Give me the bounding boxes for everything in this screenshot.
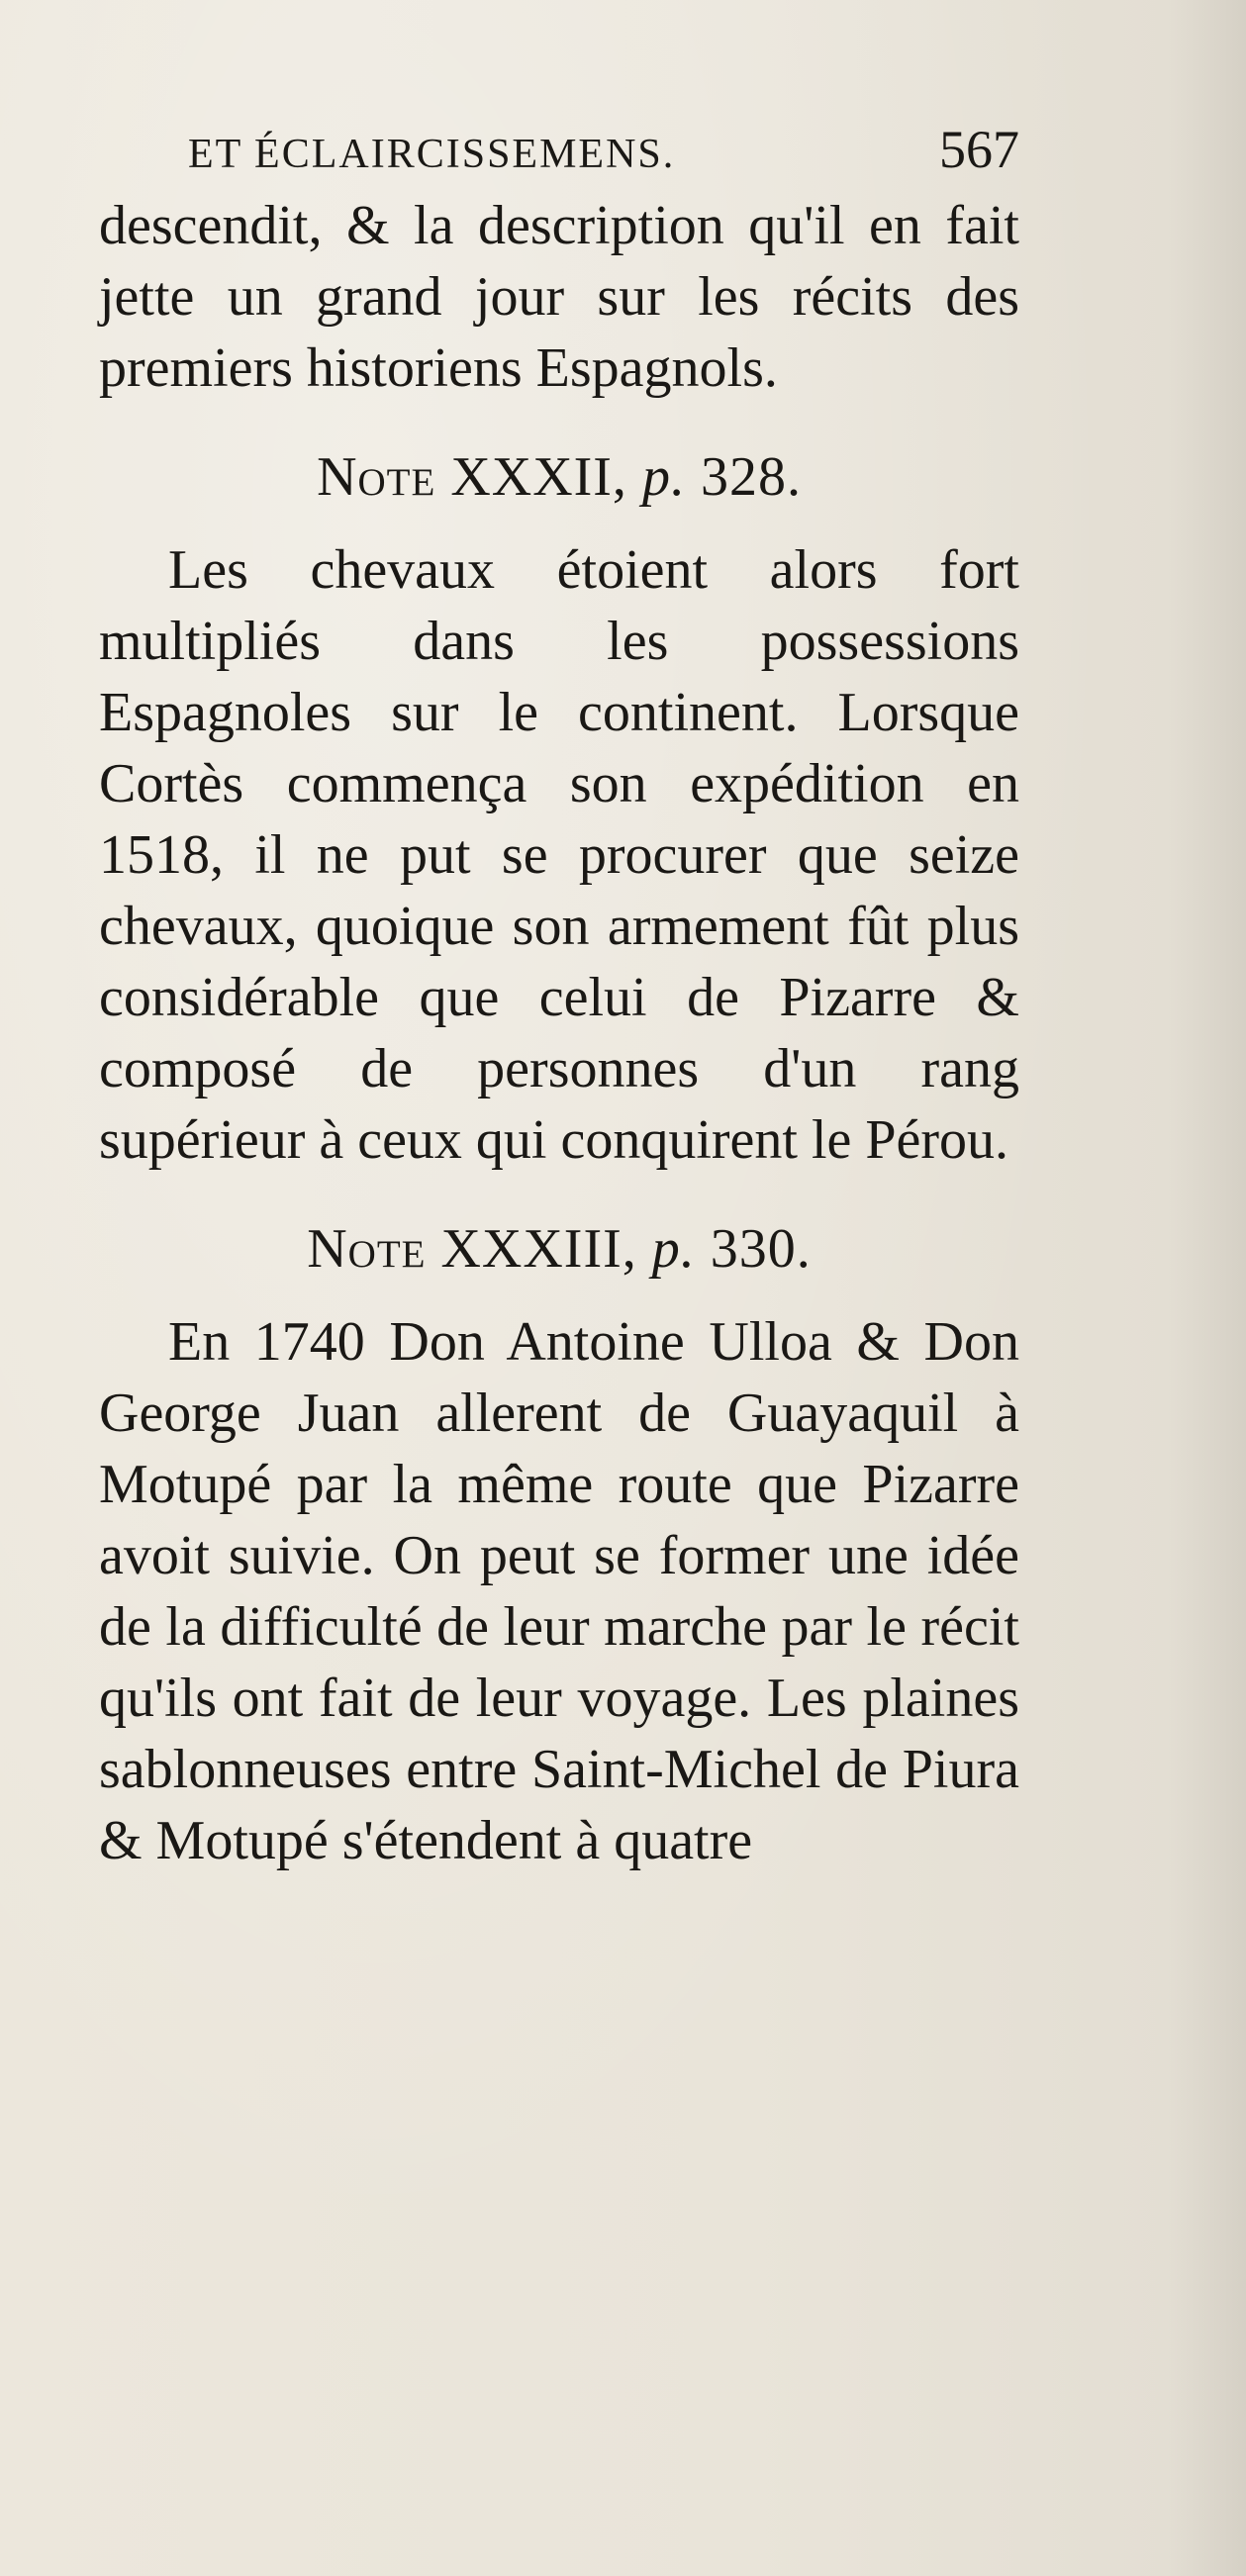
note-heading-label: Note XXXII, — [317, 446, 627, 508]
running-head-title: ET ÉCLAIRCISSEMENS. — [188, 132, 676, 177]
page-number: 567 — [939, 120, 1019, 179]
note-heading — [99, 445, 1019, 509]
running-head — [188, 119, 1019, 180]
text-block — [99, 119, 1019, 1876]
note-heading-page: 328. — [700, 446, 802, 508]
note-heading-page: 330. — [710, 1218, 812, 1280]
note-heading-page-prefix: p. — [651, 1218, 696, 1280]
note-heading — [99, 1217, 1019, 1281]
note-heading-label: Note XXXIII, — [307, 1218, 637, 1280]
note-paragraph: Les chevaux étoient alors fort multipliés dans les possessions Espagnoles sur le continent. Lorsque Cortès commença son expédition en 1518, il ne put se procurer que seize chevaux, quoique son armement fût plus considérable que celui de Pizarre & composé de personnes d'un rang supérieur à ceux qui conquirent le Pérou. — [99, 539, 1019, 1171]
continuation-paragraph: descendit, & la description qu'il en fait jette un grand jour sur les récits des premiers historiens Espagnols. — [99, 195, 1019, 399]
note-heading-page-prefix: p. — [641, 446, 686, 508]
note-paragraph: En 1740 Don Antoine Ulloa & Don George Juan allerent de Guayaquil à Motupé par la même route que Pizarre avoit suivie. On peut se former une idée de la difficulté de leur marche par le récit qu'ils ont fait de leur voyage. Les plaines sablonneuses entre Saint-Michel de Piura & Motupé s'étendent à quatre — [99, 1311, 1019, 1871]
page-edge-shadow — [1167, 0, 1246, 2576]
